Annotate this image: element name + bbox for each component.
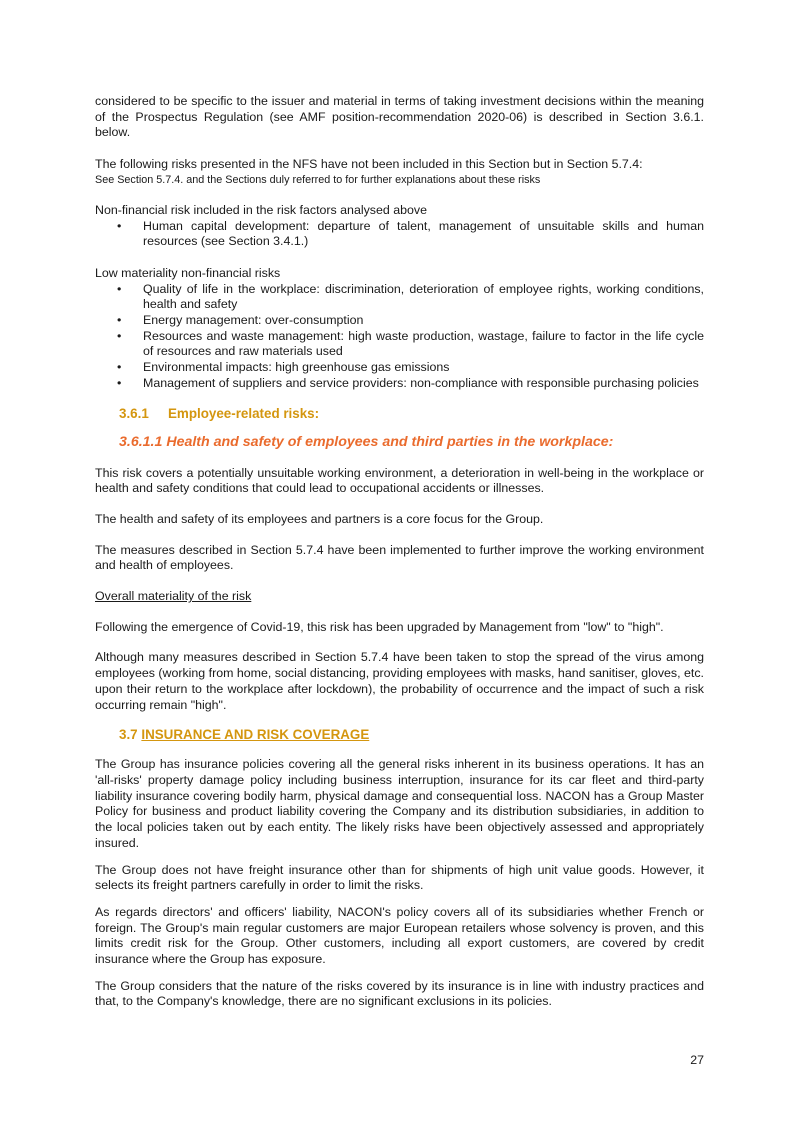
nonfinancial-heading: Non-financial risk included in the risk factors analysed above — [95, 202, 427, 217]
list-item: • Resources and waste management: high waste production, wastage, failure to factor in the life cycle of resources and raw materials used — [95, 329, 704, 360]
document-page — [95, 94, 704, 1010]
nonfinancial-list — [95, 219, 704, 250]
body-paragraph: The Group does not have freight insurance other than for shipments of high unit value goods. However, it selects its freight partners carefully in order to limit the risks. — [95, 862, 704, 893]
body-paragraph: The Group considers that the nature of the risks covered by its insurance is in line with industry practices and that, to the Company's knowledge, there are no significant exclusions in its policies. — [95, 978, 704, 1009]
body-paragraph: The health and safety of its employees and partners is a core focus for the Group. — [95, 511, 544, 526]
body-paragraph: The Group has insurance policies covering all the general risks inherent in its business operations. It has an 'all-risks' property damage policy including business interruption, insurance for its car fleet and third-party liability insurance covering bodily harm, physical damage and consequential loss. NACON has a Group Master Policy for business and product liability covering the Company and its distribution subsidiaries, in addition to the local policies taken out by each entity. The likely risks have been objectively assessed and appropriately insured. — [95, 757, 704, 850]
section-number: 3.6.1 — [119, 405, 149, 421]
intro-paragraph: considered to be specific to the issuer and material in terms of taking investment decisions within the meaning of the Prospectus Regulation (see AMF position-recommendation 2020-06) is described in Section 3.6.1. below. — [95, 94, 704, 140]
list-item: • Management of suppliers and service providers: non-compliance with responsible purchasing policies — [95, 376, 704, 392]
body-paragraph: Following the emergence of Covid-19, this risk has been upgraded by Management from "low" to "high". — [95, 619, 664, 634]
lowmat-heading: Low materiality non-financial risks — [95, 265, 281, 280]
section-title: INSURANCE AND RISK COVERAGE — [141, 727, 370, 743]
nfs-note: See Section 5.7.4. and the Sections duly referred to for further explanations about these risks — [95, 173, 541, 186]
materiality-heading: Overall materiality of the risk — [95, 589, 252, 604]
body-paragraph: As regards directors' and officers' liability, NACON's policy covers all of its subsidiaries whether French or foreign. The Group's main regular customers are major European retailers whose solvency is proven, and this limits credit risk for the Group. Other customers, including all export customers, are covered by credit insurance where the Group has exposure. — [95, 904, 704, 967]
section-number: 3.7 — [119, 727, 138, 743]
body-paragraph: Although many measures described in Section 5.7.4 have been taken to stop the spread of the virus among employees (working from home, social distancing, providing employees with masks, hand sanitiser, gloves, etc. upon their return to the workplace after lockdown), the probability of occurrence and the impact of such a risk occurring remain "high". — [95, 650, 704, 712]
section-heading-3-6-1 — [95, 405, 704, 422]
nfs-paragraph: The following risks presented in the NFS have not been included in this Section but in Section 5.7.4: — [95, 157, 643, 172]
lowmat-list — [95, 282, 704, 392]
section-heading-3-7 — [95, 726, 704, 743]
list-item: • Quality of life in the workplace: discrimination, deterioration of employee rights, working conditions, health and safety — [95, 282, 704, 313]
list-item: • Human capital development: departure of talent, management of unsuitable skills and human resources (see Section 3.4.1.) — [95, 219, 704, 250]
body-paragraph: This risk covers a potentially unsuitable working environment, a deterioration in well-being in the workplace or health and safety conditions that could lead to occupational accidents or illnesses. — [95, 465, 704, 496]
page-number: 27 — [690, 1053, 704, 1067]
list-item: • Environmental impacts: high greenhouse gas emissions — [95, 360, 704, 376]
section-title: Employee-related risks: — [168, 405, 320, 421]
list-item: • Energy management: over-consumption — [95, 313, 704, 329]
section-heading-3-6-1-1: 3.6.1.1 Health and safety of employees and third parties in the workplace: — [119, 433, 614, 450]
body-paragraph: The measures described in Section 5.7.4 have been implemented to further improve the working environment and health of employees. — [95, 542, 704, 573]
